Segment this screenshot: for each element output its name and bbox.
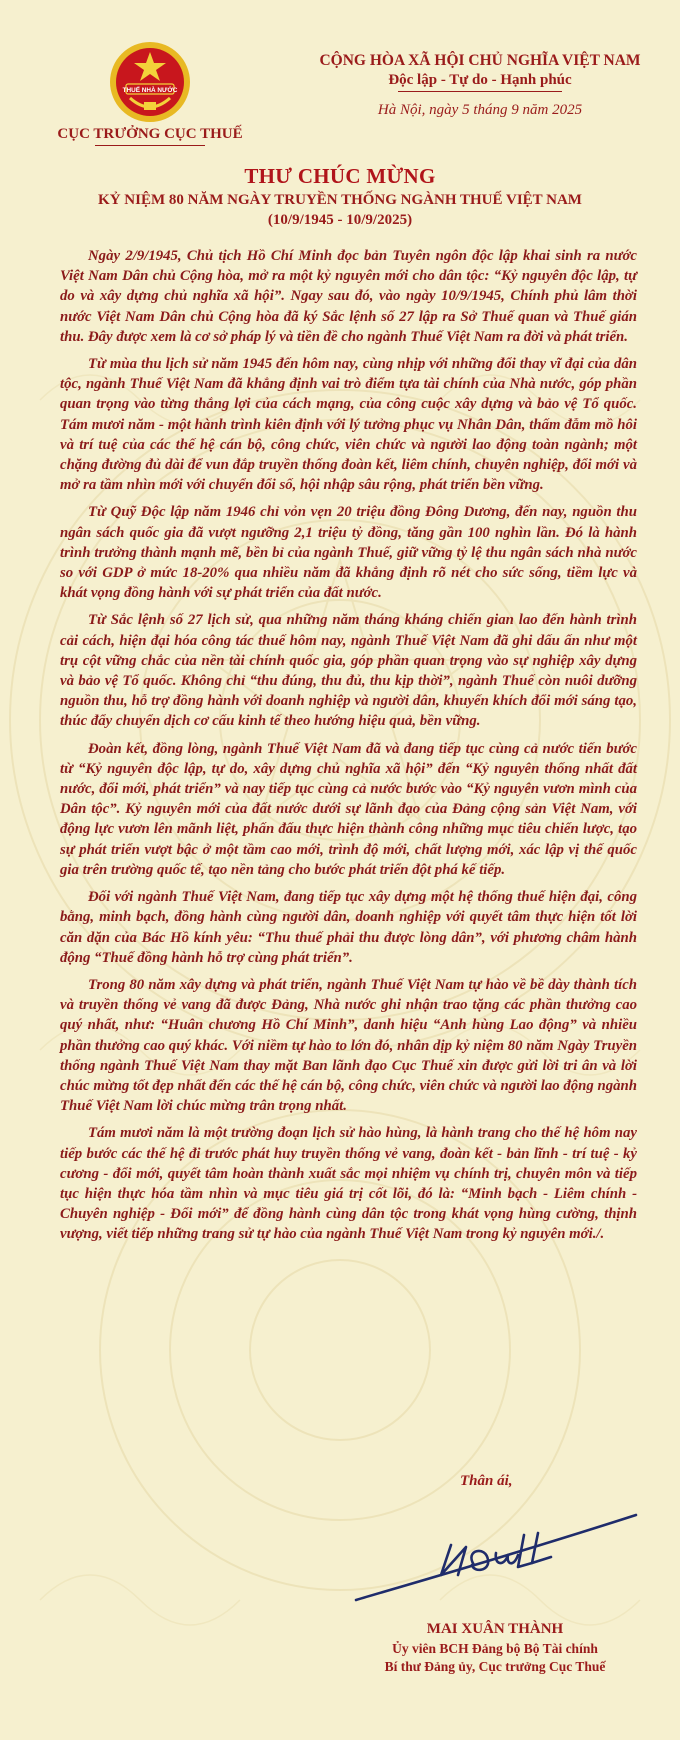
paragraph-1: Ngày 2/9/1945, Chủ tịch Hồ Chí Minh đọc bản Tuyên ngôn độc lập khai sinh ra nước Việt Nam Dân chủ Cộng hòa, mở ra một kỷ nguyên mới cho dân tộc: “Kỷ nguyên độc lập, tự do và xây dựng chủ nghĩa xã hội”. Ngay sau đó, vào ngày 10/9/1945, Chính phủ lâm thời nước Việt Nam Dân chủ Cộng hòa đã ký Sắc lệnh số 27 lập ra Sở Thuế quan và Thuế gián thu. Đây được xem là cơ sở pháp lý và tiền đề cho ngành Thuế Việt Nam ra đời và phát triển.	[60, 248, 637, 345]
agency-name: CỤC TRƯỞNG CỤC THUẾ	[57, 126, 243, 142]
letter-subdate: (10/9/1945 - 10/9/2025)	[267, 212, 413, 228]
signer-role-1: Ủy viên BCH Đảng bộ Bộ Tài chính	[392, 1641, 598, 1656]
paragraph-5: Đoàn kết, đồng lòng, ngành Thuế Việt Nam đã và đang tiếp tục cùng cả nước tiến bước từ “Kỷ nguyên độc lập, tự do, xây dựng chủ nghĩa xã hội” đến “Kỷ nguyên thống nhất đất nước, đổi mới, phát triển” và nay tiếp tục cùng cả nước bước vào “Kỷ nguyên vươn mình của Dân tộc”. Kỷ nguyên mới của đất nước dưới sự lãnh đạo của Đảng cộng sản Việt Nam, với động lực vươn lên mãnh liệt, phấn đấu thực hiện thành công những mục tiêu chiến lược, tạo sự phát triển vượt bậc ở một tầm cao mới, trình độ mới, chất lượng mới, xác lập vị thế quốc gia trên trường quốc tế, tạo nền tảng cho bước phát triển đột phá kế tiếp.	[60, 740, 637, 878]
paragraph-7: Trong 80 năm xây dựng và phát triển, ngành Thuế Việt Nam tự hào về bề dày thành tích và truyền thống vẻ vang đã được Đảng, Nhà nước ghi nhận trao tặng các phần thưởng cao quý nhất, như: “Huân chương Hồ Chí Minh”, danh hiệu “Anh hùng Lao động” và nhiều phần thưởng cao quý khác. Với niềm tự hào to lớn đó, nhân dịp kỷ niệm 80 năm Ngày Truyền thống ngành Thuế Việt Nam thay mặt Ban lãnh đạo Cục Thuế xin được gửi lời tri ân và lời chúc mừng tốt đẹp nhất đến các thế hệ cán bộ, công chức, viên chức và người lao động ngành Thuế Việt Nam lời chúc mừng trân trọng nhất.	[60, 976, 637, 1115]
signature-image	[346, 1505, 646, 1615]
paragraph-3: Từ Quỹ Độc lập năm 1946 chỉ vỏn vẹn 20 triệu đồng Đông Dương, đến nay, nguồn thu ngân sách quốc gia đã vượt ngưỡng 2,1 triệu tỷ đồng, tăng gần 100 nghìn lần. Đó là hành trình trưởng thành mạnh mẽ, bền bỉ của ngành Thuế, giữ vững tỷ lệ thu ngân sách nhà nước so với GDP ở mức 18-20% qua nhiều năm đã khẳng định rõ nét cho sức sống, tiềm lực và khát vọng đồng hành với sự phát triển của đất nước.	[60, 504, 637, 602]
place-date: Hà Nội, ngày 5 tháng 9 năm 2025	[377, 102, 583, 118]
national-motto: Độc lập - Tự do - Hạnh phúc	[388, 72, 572, 88]
closing-greeting: Thân ái,	[460, 1473, 513, 1489]
signer-role-2: Bí thư Đảng ủy, Cục trưởng Cục Thuế	[384, 1659, 606, 1674]
agency-underline	[95, 145, 205, 146]
letter-title: THƯ CHÚC MỪNG	[244, 164, 436, 188]
paragraph-2: Từ mùa thu lịch sử năm 1945 đến hôm nay, cùng nhịp với những đổi thay vĩ đại của dân tộc, ngành Thuế Việt Nam đã khẳng định vai trò điểm tựa tài chính của Nhà nước, góp phần quan trọng vào từng thắng lợi của cách mạng, của công cuộc xây dựng và bảo vệ Tổ quốc. Tám mươi năm - một hành trình kiên định với lý tưởng phục vụ Nhân Dân, thấm đẫm mồ hôi và trí tuệ của các thế hệ cán bộ, công chức, viên chức và người lao động toàn ngành; một chặng đường đủ dài để vun đắp truyền thống đoàn kết, liêm chính, chuyên nghiệp, đổi mới và mở ra tầm nhìn mới với chuyển đổi số, hội nhập sâu rộng, phát triển bền vững.	[60, 356, 637, 494]
emblem-text: THUẾ NHÀ NƯỚC	[122, 87, 178, 94]
paragraph-8: Tám mươi năm là một trường đoạn lịch sử hào hùng, là hành trang cho thế hệ hôm nay tiếp bước các thế hệ đi trước phát huy truyền thống vẻ vang, đoàn kết - bản lĩnh - trí tuệ - kỷ cương - đổi mới, quyết tâm hoàn thành xuất sắc mọi nhiệm vụ chính trị, chuyên môn và tiếp tục hiện thực hóa tầm nhìn và mục tiêu giá trị cốt lõi, đó là: “Minh bạch - Liêm chính - Chuyên nghiệp - Đổi mới” để đồng hành cùng dân tộc trong khát vọng hùng cường, thịnh vượng, viết tiếp những trang sử tự hào của ngành Thuế Việt Nam trong kỷ nguyên mới./.	[60, 1125, 637, 1243]
motto-underline	[398, 91, 562, 92]
paragraph-4: Từ Sắc lệnh số 27 lịch sử, qua những năm tháng kháng chiến gian lao đến hành trình cải cách, hiện đại hóa công tác thuế hôm nay, ngành Thuế Việt Nam đã ghi dấu ấn như một trụ cột vững chắc của nền tài chính quốc gia, góp phần quan trọng vào sự nghiệp xây dựng và bảo vệ Tổ quốc. Không chỉ “thu đúng, thu đủ, thu kịp thời”, ngành Thuế còn nuôi dưỡng nguồn thu, hỗ trợ đồng hành với doanh nghiệp và người dân, khuyến khích đổi mới sáng tạo, thúc đẩy chuyển dịch cơ cấu kinh tế theo hướng hiệu quả, bền vững.	[60, 612, 637, 730]
letter-body	[60, 246, 637, 1252]
tax-emblem-icon	[108, 40, 192, 124]
paragraph-6: Đối với ngành Thuế Việt Nam, đang tiếp tục xây dựng một hệ thống thuế hiện đại, công bằng, minh bạch, đồng hành cùng người dân, doanh nghiệp với quyết tâm thực hiện tốt lời căn dặn của Bác Hồ kính yêu: “Thu thuế phải thu được lòng dân”, với phương châm hành động “Thuế đồng hành hỗ trợ cùng phát triển”.	[60, 889, 637, 966]
letter-subtitle: KỶ NIỆM 80 NĂM NGÀY TRUYỀN THỐNG NGÀNH THUẾ VIỆT NAM	[98, 192, 582, 208]
signer-name: MAI XUÂN THÀNH	[426, 1621, 564, 1637]
nation-name: CỘNG HÒA XÃ HỘI CHỦ NGHĨA VIỆT NAM	[319, 52, 641, 69]
